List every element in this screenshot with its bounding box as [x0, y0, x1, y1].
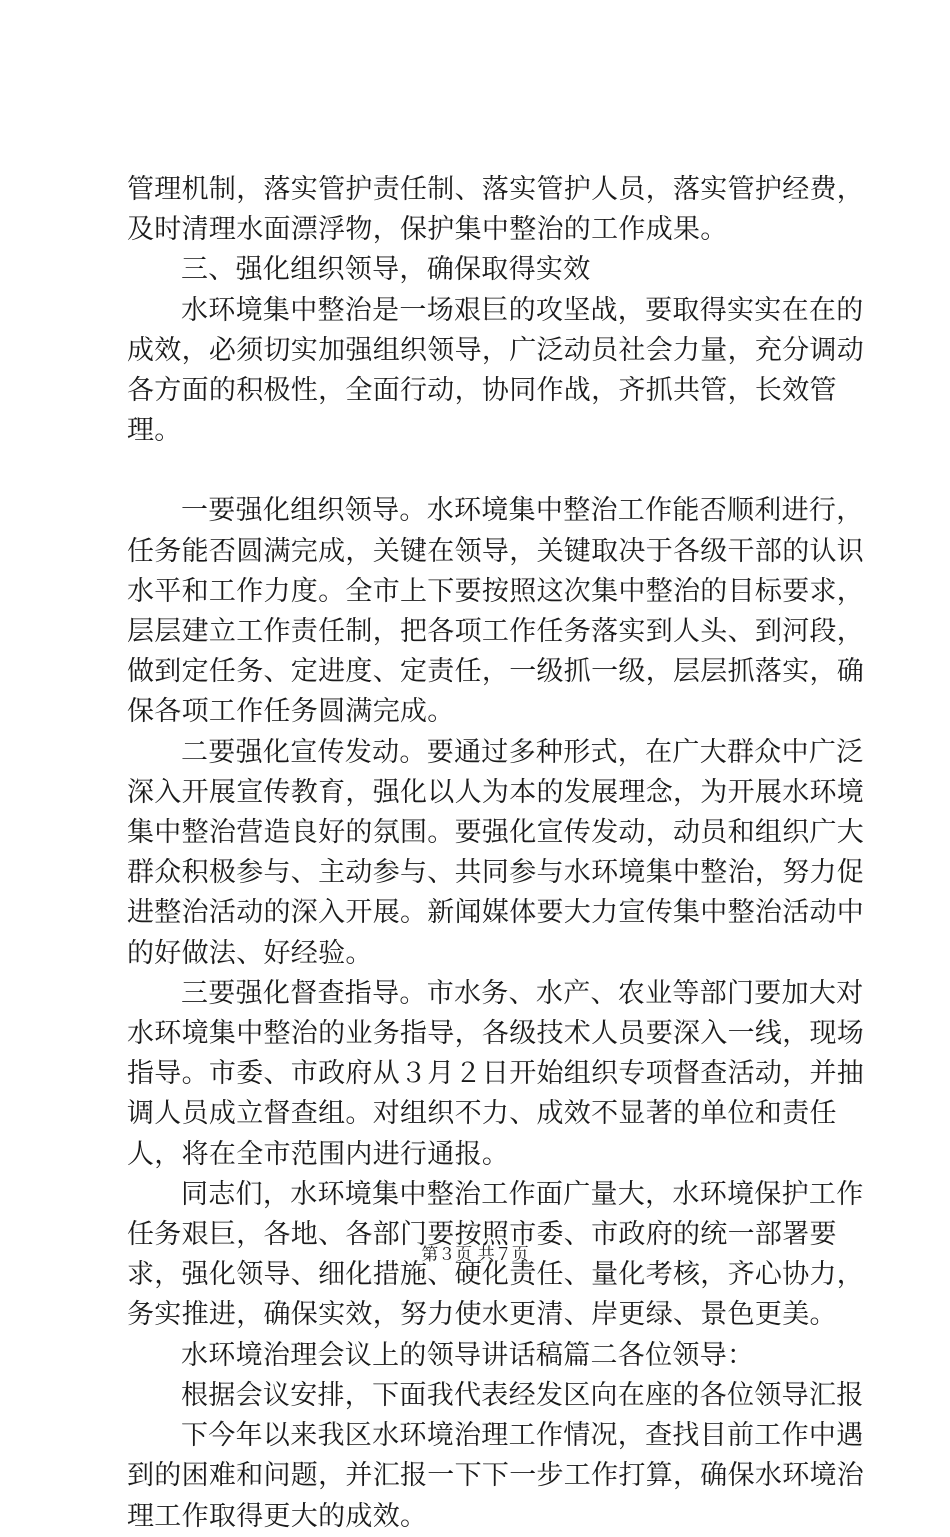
section-heading: 三、强化组织领导，确保取得实效 [181, 254, 591, 286]
paragraph: 水环境集中整治是一场艰巨的攻坚战，要取得实实在在的成效，必须切实加强组织领导，广泛动员社会力量，充分调动各方面的积极性，全面行动，协同作战，齐抓共管，长效管理。 [127, 294, 865, 447]
document-body [127, 170, 867, 1537]
paragraph: 下今年以来我区水环境治理工作情况，查找目前工作中遇到的困难和问题，并汇报一下下一步工作打算，确保水环境治理工作取得更大的成效。 [127, 1420, 865, 1532]
paragraph: 一要强化组织领导。水环境集中整治工作能否顺利进行，任务能否圆满完成，关键在领导，关键取决于各级干部的认识水平和工作力度。全市上下要按照这次集中整治的目标要求，层层建立工作责任制，把各项工作任务落实到人头、到河段，做到定任务、定进度、定责任，一级抓一级，层层抓落实，确保各项工作任务圆满完成。 [127, 495, 865, 728]
blank-line [127, 451, 867, 491]
paragraph-continuation: 管理机制，落实管护责任制、落实管护人员，落实管护经费，及时清理水面漂浮物，保护集中整治的工作成果。 [127, 174, 865, 246]
paragraph: 根据会议安排，下面我代表经发区向在座的各位领导汇报 [181, 1379, 864, 1411]
paragraph: 同志们，水环境集中整治工作面广量大，水环境保护工作任务艰巨，各地、各部门要按照市委、市政府的统一部署要求，强化领导、细化措施、硬化责任、量化考核，齐心协力，务实推进，确保实效，努力使水更清、岸更绿、景色更美。 [127, 1178, 865, 1331]
paragraph: 二要强化宣传发动。要通过多种形式，在广大群众中广泛深入开展宣传教育，强化以人为本的发展理念，为开展水环境集中整治营造良好的氛围。要强化宣传发动，动员和组织广大群众积极参与、主动参与、共同参与水环境集中整治，努力促进整治活动的深入开展。新闻媒体要大力宣传集中整治活动中的好做法、好经验。 [127, 736, 865, 969]
page-footer: 第３页 共７页 [421, 1245, 529, 1265]
paragraph: 三要强化督查指导。市水务、水产、农业等部门要加大对水环境集中整治的业务指导，各级技术人员要深入一线，现场指导。市委、市政府从３月２日开始组织专项督查活动，并抽调人员成立督查组。对组织不力、成效不显著的单位和责任人，将在全市范围内进行通报。 [127, 977, 865, 1170]
paragraph: 水环境治理会议上的领导讲话稿篇二各位领导： [181, 1339, 755, 1371]
